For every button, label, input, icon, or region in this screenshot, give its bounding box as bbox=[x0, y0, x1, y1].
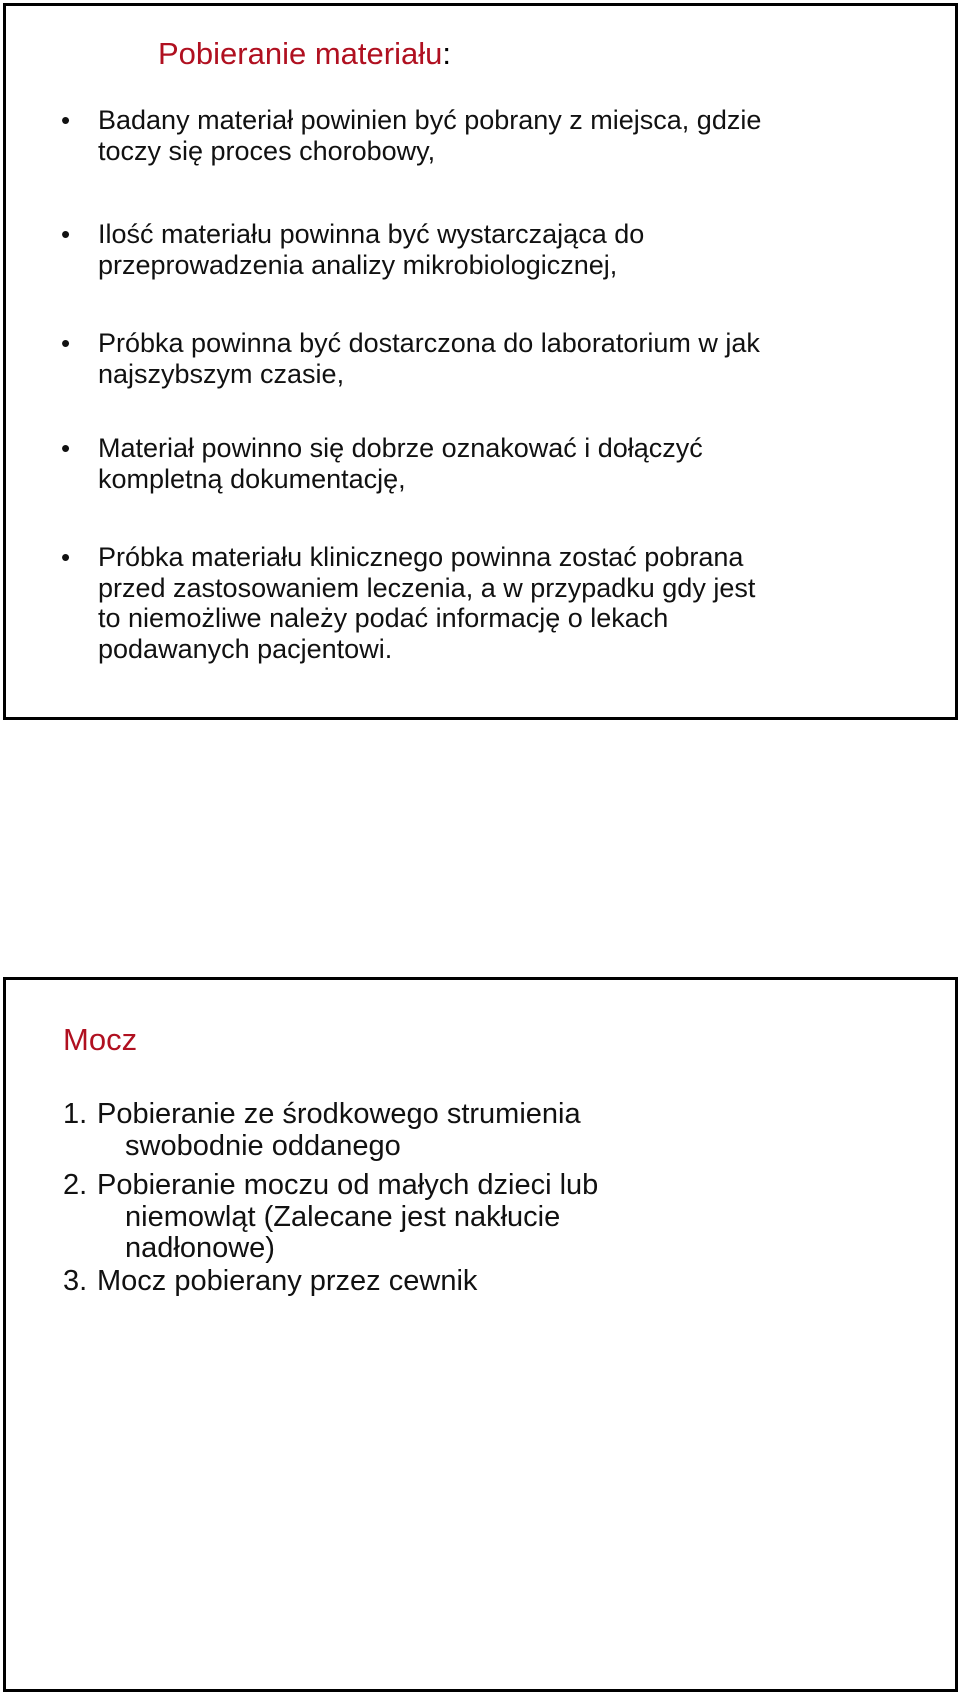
bullet-line: podawanych pacjentowi. bbox=[98, 633, 393, 664]
bullet-line: Próbka powinna być dostarczona do laboratorium w jak bbox=[98, 328, 760, 358]
number-marker: 1. bbox=[63, 1098, 88, 1130]
numbered-line: Pobieranie ze środkowego strumienia bbox=[97, 1098, 581, 1130]
bullet-text bbox=[98, 105, 938, 166]
numbered-text bbox=[97, 1266, 717, 1298]
numbered-line: niemowląt (Zalecane jest nakłucie bbox=[125, 1200, 561, 1233]
slide-title bbox=[158, 36, 451, 72]
slide-title bbox=[63, 1022, 137, 1058]
bullet-text bbox=[98, 219, 938, 280]
bullet-line: przeprowadzenia analizy mikrobiologicznej, bbox=[98, 249, 618, 280]
number-marker: 2. bbox=[63, 1169, 88, 1201]
bullet-text bbox=[98, 542, 938, 664]
numbered-line: Mocz pobierany przez cewnik bbox=[97, 1265, 478, 1297]
numbered-line: nadłonowe) bbox=[125, 1232, 275, 1264]
slide-sample-collection bbox=[3, 3, 958, 720]
bullet-dot-icon: • bbox=[61, 219, 71, 249]
bullet-dot-icon: • bbox=[61, 542, 71, 572]
bullet-text bbox=[98, 328, 938, 389]
bullet-dot-icon: • bbox=[61, 433, 71, 463]
numbered-line: Pobieranie moczu od małych dzieci lub bbox=[97, 1169, 599, 1201]
bullet-line: toczy się proces chorobowy, bbox=[98, 135, 436, 166]
bullet-dot-icon: • bbox=[61, 328, 71, 358]
bullet-dot-icon: • bbox=[61, 105, 71, 135]
bullet-line: najszybszym czasie, bbox=[98, 358, 345, 389]
numbered-text bbox=[97, 1170, 717, 1265]
bullet-line: Próbka materiału klinicznego powinna zostać pobrana bbox=[98, 542, 744, 572]
slide-title-text: Pobieranie materiału bbox=[158, 36, 443, 71]
bullet-text bbox=[98, 433, 938, 494]
bullet-line: Ilość materiału powinna być wystarczająca do bbox=[98, 219, 645, 249]
number-marker: 3. bbox=[63, 1265, 88, 1297]
numbered-line: swobodnie oddanego bbox=[125, 1129, 401, 1162]
slide-urine bbox=[3, 977, 958, 1692]
bullet-line: przed zastosowaniem leczenia, a w przypadku gdy jest bbox=[98, 572, 756, 603]
slide-title-text: Mocz bbox=[63, 1022, 138, 1057]
slide-title-colon: : bbox=[442, 36, 451, 71]
bullet-line: Badany materiał powinien być pobrany z miejsca, gdzie bbox=[98, 105, 762, 135]
numbered-text bbox=[97, 1099, 717, 1162]
bullet-line: to niemożliwe należy podać informację o lekach bbox=[98, 603, 669, 633]
bullet-line: kompletną dokumentację, bbox=[98, 463, 406, 494]
bullet-line: Materiał powinno się dobrze oznakować i dołączyć bbox=[98, 433, 703, 463]
